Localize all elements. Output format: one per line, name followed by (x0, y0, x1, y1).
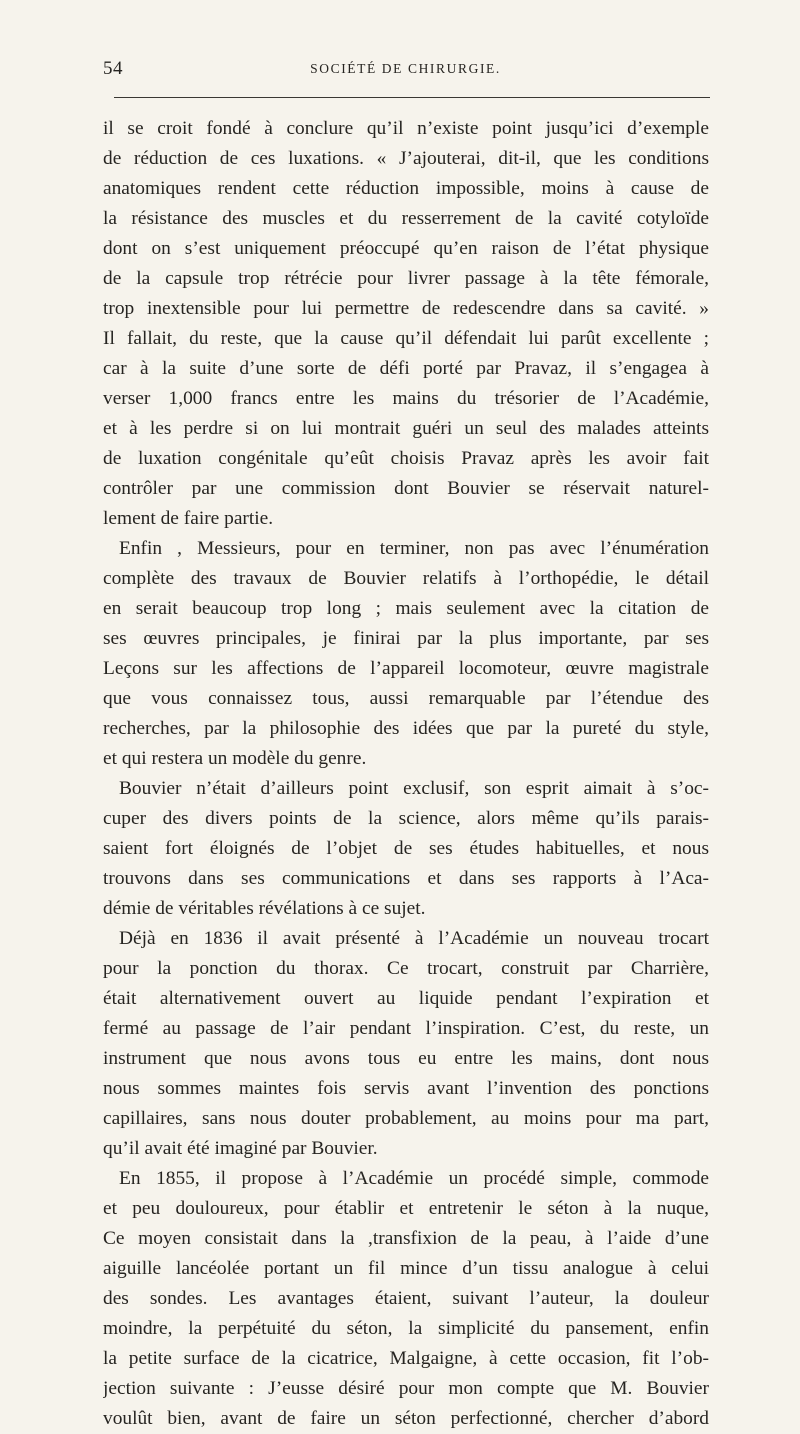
text-line: que vous connaissez tous, aussi remarquable par l’étendue des (103, 688, 709, 709)
text-line: fermé au passage de l’air pendant l’inspiration. C’est, du reste, un (103, 1018, 709, 1039)
text-line: En 1855, il propose à l’Académie un procédé simple, commode (119, 1168, 709, 1189)
text-line: moindre, la perpétuité du séton, la simplicité du pansement, enfin (103, 1318, 709, 1339)
text-line: instrument que nous avons tous eu entre les mains, dont nous (103, 1048, 709, 1069)
text-line: lement de faire partie. (103, 508, 274, 529)
text-line: qu’il avait été imaginé par Bouvier. (103, 1138, 378, 1159)
text-line: Leçons sur les affections de l’appareil locomoteur, œuvre magistrale (103, 658, 709, 679)
text-line: car à la suite d’une sorte de défi porté par Pravaz, il s’engagea à (103, 358, 709, 379)
text-line: recherches, par la philosophie des idées que par la pureté du style, (103, 718, 709, 739)
page-header (103, 58, 708, 88)
text-line: et à les perdre si on lui montrait guéri un seul des malades atteints (103, 418, 709, 439)
text-line: anatomiques rendent cette réduction impossible, moins à cause de (103, 178, 709, 199)
text-line: de luxation congénitale qu’eût choisis Pravaz après les avoir fait (103, 448, 709, 469)
text-line: nous sommes maintes fois servis avant l’invention des ponctions (103, 1078, 709, 1099)
text-line: voulût bien, avant de faire un séton perfectionné, chercher d’abord (103, 1408, 709, 1429)
text-line: trop inextensible pour lui permettre de redescendre dans sa cavité. » (103, 298, 709, 319)
body-text (103, 114, 709, 1434)
text-line: cuper des divers points de la science, alors même qu’ils parais- (103, 808, 709, 829)
text-line: trouvons dans ses communications et dans ses rapports à l’Aca- (103, 868, 709, 889)
text-line: Bouvier n’était d’ailleurs point exclusif, son esprit aimait à s’oc- (119, 778, 709, 799)
text-line: de réduction de ces luxations. « J’ajouterai, dit-il, que les conditions (103, 148, 709, 169)
text-line: et peu douloureux, pour établir et entretenir le séton à la nuque, (103, 1198, 709, 1219)
text-line: saient fort éloignés de l’objet de ses études habituelles, et nous (103, 838, 709, 859)
text-line: Déjà en 1836 il avait présenté à l’Académie un nouveau trocart (119, 928, 709, 949)
text-line: et qui restera un modèle du genre. (103, 748, 367, 769)
text-line: la résistance des muscles et du resserrement de la cavité cotyloïde (103, 208, 709, 229)
page-number: 54 (103, 58, 123, 79)
text-line: capillaires, sans nous douter probablement, au moins pour ma part, (103, 1108, 709, 1129)
text-line: des sondes. Les avantages étaient, suivant l’auteur, la douleur (103, 1288, 709, 1309)
text-line: verser 1,000 francs entre les mains du trésorier de l’Académie, (103, 388, 709, 409)
text-line: contrôler par une commission dont Bouvier se réservait naturel- (103, 478, 709, 499)
header-rule (114, 97, 710, 98)
text-line: démie de véritables révélations à ce sujet. (103, 898, 426, 919)
text-line: complète des travaux de Bouvier relatifs à l’orthopédie, le détail (103, 568, 709, 589)
running-title: SOCIÉTÉ DE CHIRURGIE. (310, 61, 501, 76)
text-line: ses œuvres principales, je finirai par la plus importante, par ses (103, 628, 709, 649)
text-line: Enfin , Messieurs, pour en terminer, non pas avec l’énumération (119, 538, 709, 559)
text-line: de la capsule trop rétrécie pour livrer passage à la tête fémorale, (103, 268, 709, 289)
text-line: était alternativement ouvert au liquide pendant l’expiration et (103, 988, 709, 1009)
text-line: la petite surface de la cicatrice, Malgaigne, à cette occasion, fit l’ob- (103, 1348, 709, 1369)
text-line: en serait beaucoup trop long ; mais seulement avec la citation de (103, 598, 709, 619)
text-line: pour la ponction du thorax. Ce trocart, construit par Charrière, (103, 958, 709, 979)
text-line: Ce moyen consistait dans la ,transfixion de la peau, à l’aide d’une (103, 1228, 709, 1249)
text-line: aiguille lancéolée portant un fil mince d’un tissu analogue à celui (103, 1258, 709, 1279)
text-line: jection suivante : J’eusse désiré pour mon compte que M. Bouvier (103, 1378, 709, 1399)
text-line: il se croit fondé à conclure qu’il n’existe point jusqu’ici d’exemple (103, 118, 709, 139)
text-line: dont on s’est uniquement préoccupé qu’en raison de l’état physique (103, 238, 709, 259)
text-line: Il fallait, du reste, que la cause qu’il défendait lui parût excellente ; (103, 328, 709, 349)
